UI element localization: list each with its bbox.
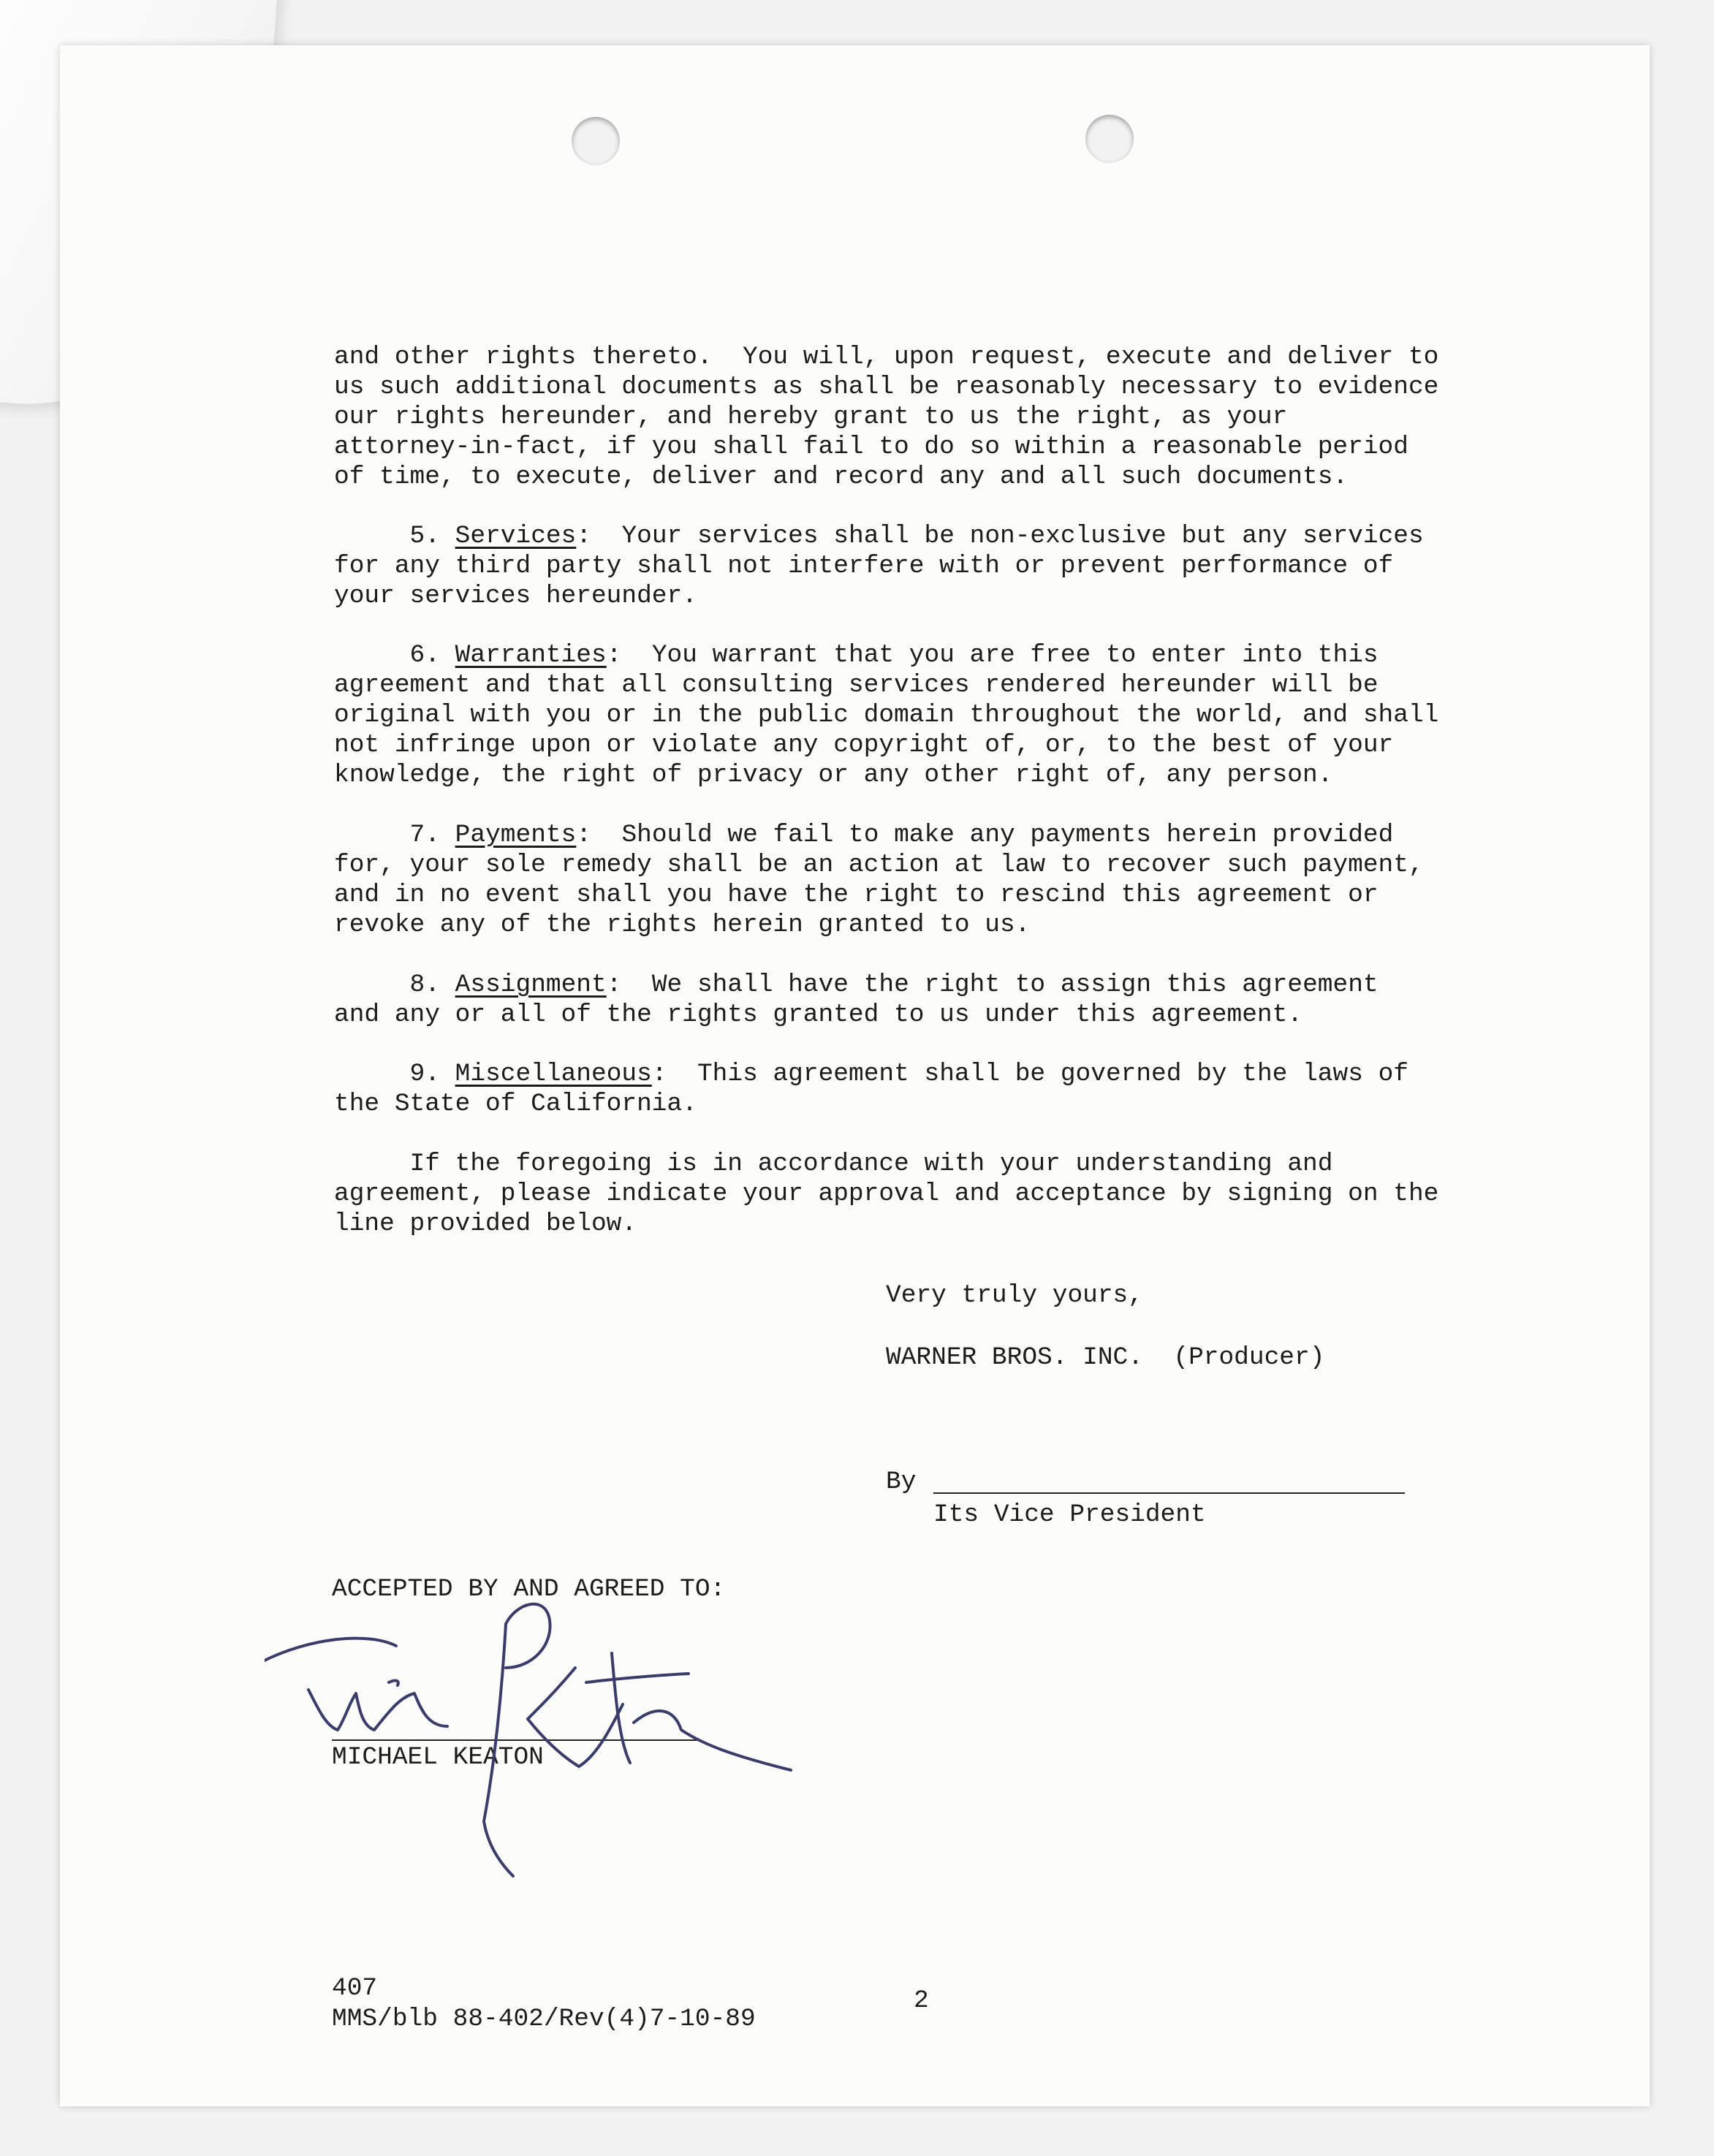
section-line: the State of California. [334, 1090, 697, 1118]
section-line: your services hereunder. [334, 582, 697, 610]
continuation-line: our rights hereunder, and hereby grant to us the right, as your [334, 403, 1288, 431]
section-line: not infringe upon or violate any copyright of, or, to the best of your [334, 731, 1394, 759]
section-text: We shall have the right to assign this agreement [651, 971, 1379, 999]
document-page [60, 45, 1650, 2106]
section-miscellaneous-first-line: 9. Miscellaneous: This agreement shall be governed by the laws of [409, 1060, 1409, 1088]
signer-title: Its Vice President [933, 1500, 1206, 1529]
section-line: for any third party shall not interfere with or prevent performance of [334, 552, 1394, 580]
section-line: knowledge, the right of privacy or any other right of, any person. [334, 761, 1333, 789]
closing-line [334, 1149, 1332, 1179]
section-heading-miscellaneous: Miscellaneous [455, 1060, 652, 1088]
section-line: and in no event shall you have the right to rescind this agreement or [334, 881, 1379, 909]
section-heading-warranties: Warranties [455, 641, 607, 669]
producer-signature-line [933, 1492, 1405, 1494]
section-heading-assignment: Assignment [455, 971, 607, 999]
closing-line: agreement, please indicate your approval and acceptance by signing on the [334, 1180, 1439, 1208]
continuation-line: and other rights thereto. You will, upon request, execute and deliver to [334, 343, 1439, 371]
section-text: Should we fail to make any payments herein provided [621, 821, 1394, 849]
section-assignment-first-line: 8. Assignment: We shall have the right to assign this agreement [409, 971, 1379, 999]
section-line: and any or all of the rights granted to us under this agreement. [334, 1001, 1303, 1029]
page-number: 2 [914, 1986, 929, 2015]
signatory-name: MICHAEL KEATON [332, 1743, 544, 1772]
accepted-label: ACCEPTED BY AND AGREED TO: [332, 1575, 726, 1603]
signoff: Very truly yours, [886, 1281, 1143, 1310]
section-line: agreement and that all consulting services rendered hereunder will be [334, 671, 1379, 699]
footer-code-1: 407 [332, 1974, 378, 2003]
company-name: WARNER BROS. INC. (Producer) [886, 1343, 1325, 1372]
section-number: 5. [409, 522, 440, 550]
handwritten-signature [265, 1602, 937, 1880]
section-line: original with you or in the public domain throughout the world, and shall [334, 701, 1439, 729]
section-text: You warrant that you are free to enter into this [651, 641, 1379, 669]
section-number: 9. [409, 1060, 440, 1088]
section-number: 6. [409, 641, 440, 669]
section-number: 8. [409, 971, 440, 999]
section-warranties-first-line: 6. Warranties: You warrant that you are free to enter into this [409, 641, 1379, 669]
continuation-line: attorney-in-fact, if you shall fail to do so within a reasonable period [334, 433, 1408, 461]
section-payments-first-line: 7. Payments: Should we fail to make any payments herein provided [409, 821, 1394, 849]
section-text: Your services shall be non-exclusive but any services [621, 522, 1424, 550]
section-heading-services: Services [455, 522, 577, 550]
continuation-line: us such additional documents as shall be reasonably necessary to evidence [334, 373, 1439, 401]
closing-text: If the foregoing is in accordance with your understanding and [409, 1150, 1333, 1178]
continuation-line: of time, to execute, deliver and record any and all such documents. [334, 463, 1349, 491]
by-label: By [886, 1468, 917, 1496]
section-line: revoke any of the rights herein granted to us. [334, 911, 1031, 939]
section-line: for, your sole remedy shall be an action at law to recover such payment, [334, 851, 1424, 879]
section-text: This agreement shall be governed by the laws of [697, 1060, 1409, 1088]
section-services-first-line: 5. Services: Your services shall be non-exclusive but any services [409, 522, 1424, 550]
closing-line: line provided below. [334, 1210, 637, 1238]
section-number: 7. [409, 821, 440, 849]
footer-code-2: MMS/blb 88-402/Rev(4)7-10-89 [332, 2005, 756, 2033]
section-heading-payments: Payments [455, 821, 577, 849]
